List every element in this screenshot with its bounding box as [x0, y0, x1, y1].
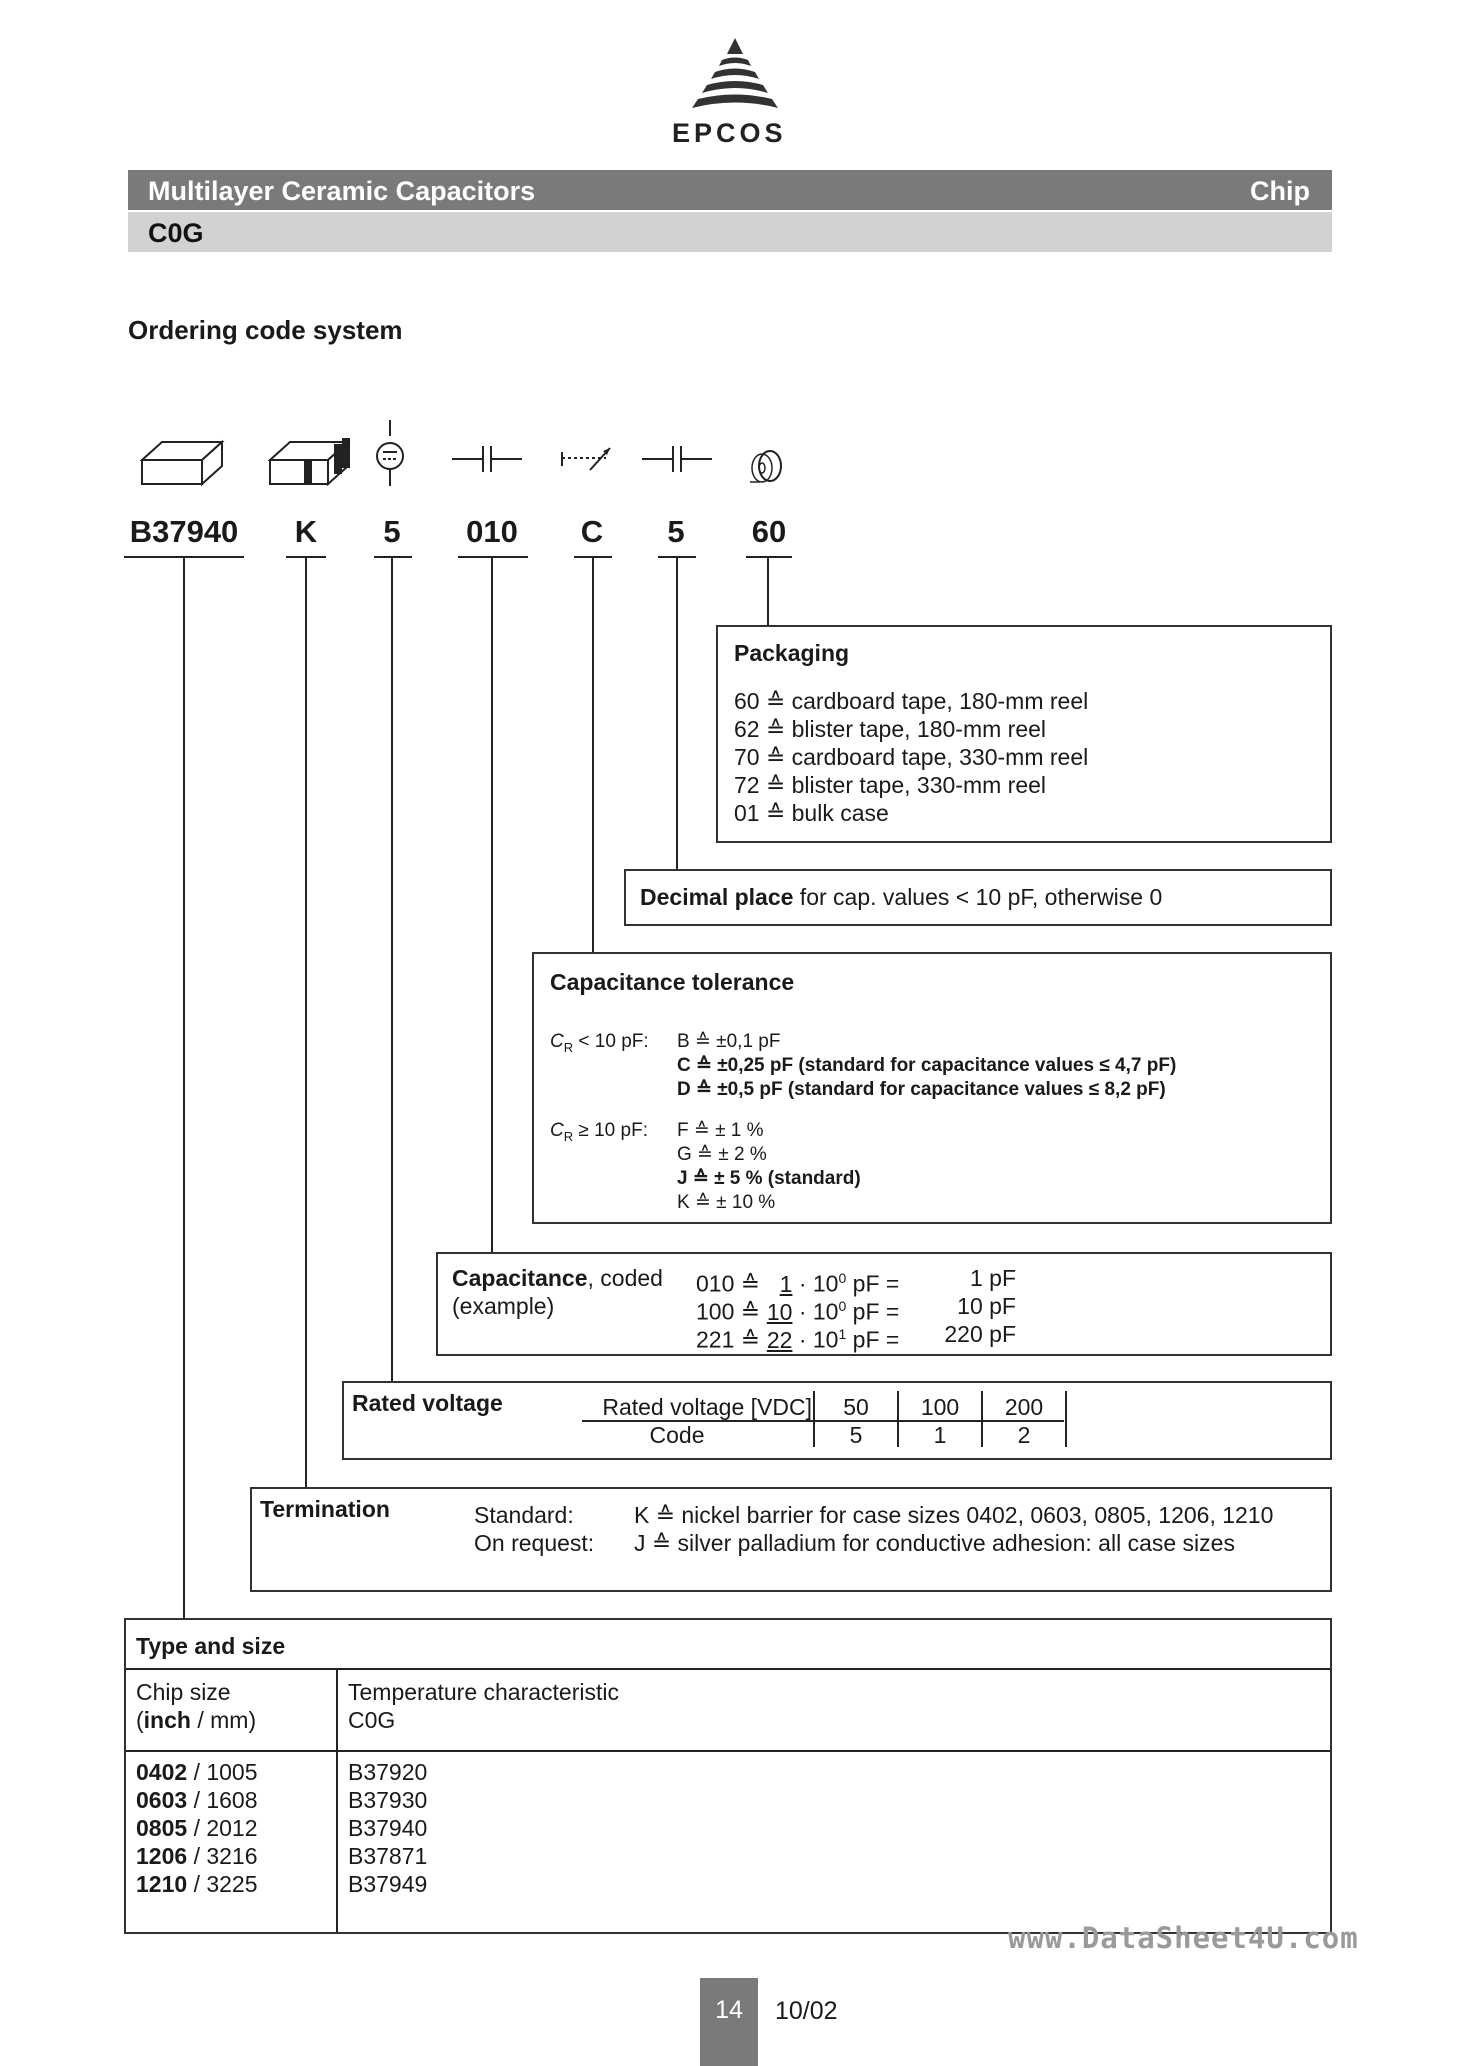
divider	[126, 1668, 1330, 1670]
termination-request-label: On request:	[474, 1530, 595, 1556]
tolerance-code: B	[677, 1031, 690, 1052]
decimal-place-text: for cap. values < 10 pF, otherwise 0	[793, 884, 1163, 910]
packaging-title: Packaging	[734, 640, 850, 666]
header-type: Chip	[1250, 176, 1310, 206]
code-segment-decimal: 5	[667, 514, 685, 549]
capacitance-label: Capacitance	[452, 1265, 588, 1291]
termination-standard-text: K ≙ nickel barrier for case sizes 0402, 0603, 0805, 1206, 1210	[634, 1502, 1274, 1528]
rated-voltage-box	[342, 1381, 1332, 1460]
table-row: 1206 / 3216	[136, 1843, 258, 1869]
code-segment-tolerance: C	[580, 514, 604, 549]
col1-header: Chip size (inch / mm)	[136, 1679, 257, 1733]
rated-voltage-title: Rated voltage	[352, 1390, 503, 1416]
tolerance-title: Capacitance tolerance	[550, 969, 795, 995]
page-date: 10/02	[775, 1997, 838, 2025]
code-segment-packaging: 60	[751, 514, 787, 549]
code-segment-voltage: 5	[383, 514, 401, 549]
voltage-value: 200	[1004, 1394, 1044, 1420]
voltage-value: 100	[920, 1394, 960, 1420]
code-segment-capacitance: 010	[466, 514, 518, 549]
divider	[336, 1668, 338, 1932]
list-item: 221 ≙ $22 \cdot 10^1$ pF = 220 pF	[696, 1321, 1016, 1353]
divider	[126, 1750, 1330, 1752]
table-row: 1210 / 3225	[136, 1871, 258, 1897]
capacitance-box: Capacitance, coded (example) 010 ≙ $1 \cdot 10^0$ pF = 1 pF 100 ≙ $10 \cdot 10^0$ pF = 10 pF 221 ≙ $22 \cdot 10^1$ pF = 220 pF	[436, 1252, 1332, 1356]
list-item: 010 ≙ $1 \cdot 10^0$ pF = 1 pF	[696, 1265, 1016, 1297]
table-row: B37949	[348, 1871, 428, 1897]
tolerance-code: G	[677, 1144, 692, 1165]
table-row: 0402 / 1005	[136, 1759, 258, 1785]
header-subtitle: C0G	[148, 218, 204, 248]
capacitance-examples	[696, 1264, 1016, 1353]
table-row: B37930	[348, 1787, 428, 1813]
code-segment-type: B37940	[129, 514, 239, 549]
section-title: Ordering code system	[128, 315, 403, 345]
termination-box	[250, 1487, 1332, 1592]
voltage-code: 2	[1017, 1422, 1031, 1448]
type-size-table	[124, 1618, 1332, 1934]
page-number: 14	[700, 1978, 758, 2066]
table-row: 0805 / 2012	[136, 1815, 258, 1841]
termination-standard-label: Standard:	[474, 1502, 574, 1528]
decimal-place-label: Decimal place	[640, 884, 794, 910]
code-segment-termination: K	[294, 514, 318, 549]
list-item: 01 ≙ bulk case	[734, 800, 889, 826]
list-item: 62 ≙ blister tape, 180-mm reel	[734, 716, 1047, 742]
list-item: 100 ≙ $10 \cdot 10^0$ pF = 10 pF	[696, 1293, 1016, 1325]
tolerance-group1-label: $C_R < 10$ pF:	[550, 1031, 649, 1055]
list-item: 72 ≙ blister tape, 330-mm reel	[734, 772, 1047, 798]
chip-size-column	[136, 1758, 258, 1898]
list-item: 60 ≙ cardboard tape, 180-mm reel	[734, 688, 1089, 714]
tolerance-code: K	[677, 1192, 690, 1213]
type-code-column	[348, 1758, 427, 1898]
voltage-code: 5	[849, 1422, 863, 1448]
tolerance-code: C	[677, 1055, 691, 1076]
packaging-box	[716, 625, 1332, 843]
decimal-place-box	[624, 869, 1332, 926]
table-row: B37920	[348, 1759, 428, 1785]
voltage-value: 50	[843, 1394, 869, 1420]
packaging-list	[734, 687, 1088, 827]
capacitance-example-label: (example)	[452, 1293, 555, 1319]
watermark: www.DataSheet4U.com	[1008, 1921, 1359, 1955]
termination-request-text: J ≙ silver palladium for conductive adhesion: all case sizes	[634, 1530, 1235, 1556]
tolerance-box: Capacitance tolerance $C_R < 10$ pF: B ≙ ±0,1 pF C ≙ ±0,25 pF (standard for capacitance values ≤ 4,7 pF) D ≙ ±0,5 pF (standard for capacitance values ≤ 8,2 pF) $C_R \ge 10$ pF: F ≙ ± 1 % G ≙ ± 2 % J ≙ ± 5 % (standard) K ≙ ± 10 %	[532, 952, 1332, 1224]
table-row: 0603 / 1608	[136, 1787, 258, 1813]
col2-header: Temperature characteristic C0G	[348, 1679, 619, 1733]
tolerance-group2-label: $C_R \ge 10$ pF:	[550, 1120, 648, 1144]
termination-title: Termination	[260, 1496, 390, 1522]
table-row: B37871	[348, 1843, 428, 1869]
tolerance-code: F	[677, 1120, 689, 1141]
table-row: B37940	[348, 1815, 428, 1841]
list-item: 70 ≙ cardboard tape, 330-mm reel	[734, 744, 1089, 770]
rated-voltage-row-label: Rated voltage [VDC]	[602, 1394, 812, 1420]
voltage-code: 1	[933, 1422, 947, 1448]
type-size-title: Type and size	[136, 1633, 286, 1659]
logo-text: EPCOS	[672, 118, 787, 148]
header-title: Multilayer Ceramic Capacitors	[148, 176, 536, 206]
tolerance-code: D	[677, 1079, 691, 1100]
code-row-label: Code	[649, 1422, 705, 1448]
rated-voltage-grid	[344, 1383, 1330, 1458]
tolerance-code: J	[677, 1168, 688, 1189]
